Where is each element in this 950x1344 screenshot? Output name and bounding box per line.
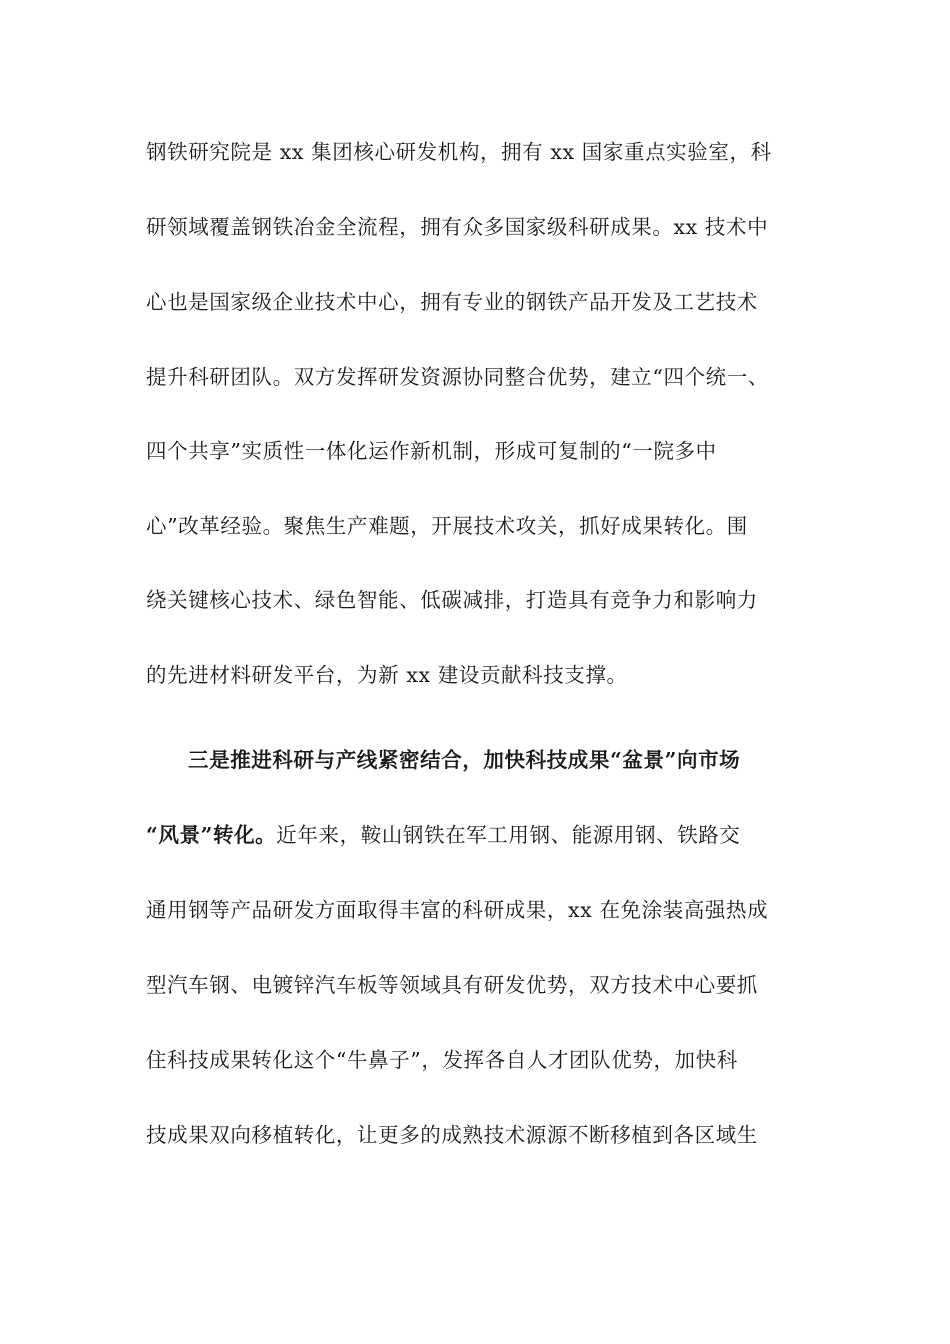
paragraph-2-line-2-rest: 近年来，鞍山钢铁在军工用钢、能源用钢、铁路交 — [276, 823, 741, 847]
paragraph-2-line-5: 住科技成果转化这个“牛鼻子”，发挥各自人才团队优势，加快科 — [146, 1048, 738, 1072]
paragraph-1-line-4: 提升科研团队。双方发挥研发资源协同整合优势，建立“四个统一、 — [146, 365, 769, 389]
paragraph-2-line-6: 技成果双向移植转化，让更多的成熟技术源源不断移植到各区域生 — [146, 1123, 758, 1147]
paragraph-1-line-7: 绕关键核心技术、绿色智能、低碳减排，打造具有竞争力和影响力 — [146, 588, 758, 612]
paragraph-2-line-4: 型汽车钢、电镀锌汽车板等领域具有研发优势，双方技术中心要抓 — [146, 973, 758, 997]
paragraph-2-heading-line-1: 三是推进科研与产线紧密结合，加快科技成果“盆景”向市场 — [188, 748, 741, 772]
paragraph-1-line-2: 研领域覆盖钢铁冶金全流程，拥有众多国家级科研成果。xx 技术中 — [146, 215, 769, 239]
paragraph-2-line-3: 通用钢等产品研发方面取得丰富的科研成果，xx 在免涂装高强热成 — [146, 898, 769, 922]
paragraph-2-heading-line-2: “风景”转化。 — [146, 823, 277, 847]
paragraph-1-line-5: 四个共享”实质性一体化运作新机制，形成可复制的“一院多中 — [146, 439, 717, 463]
paragraph-2-line-2 — [146, 820, 806, 850]
paragraph-1-line-6: 心”改革经验。聚焦生产难题，开展技术攻关，抓好成果转化。围 — [146, 514, 748, 538]
paragraph-1-line-8: 的先进材料研发平台，为新 xx 建设贡献科技支撑。 — [146, 663, 628, 687]
paragraph-1-line-3: 心也是国家级企业技术中心，拥有专业的钢铁产品开发及工艺技术 — [146, 290, 758, 314]
paragraph-1-line-1: 钢铁研究院是 xx 集团核心研发机构，拥有 xx 国家重点实验室，科 — [146, 140, 772, 164]
